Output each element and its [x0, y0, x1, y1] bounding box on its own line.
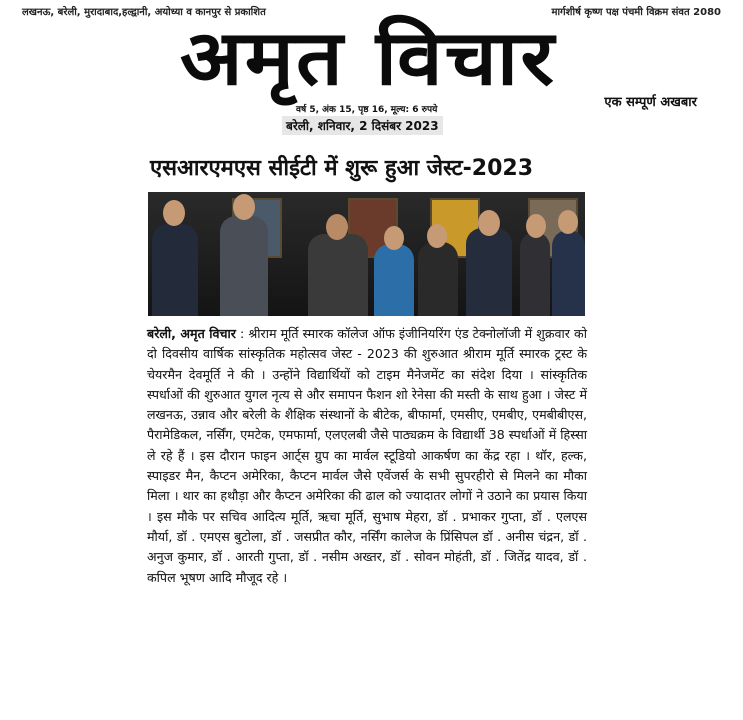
newspaper-masthead: अमृत विचार — [179, 13, 557, 102]
issue-meta: वर्ष 5, अंक 15, पृष्ठ 16, मूल्य: 6 रुपये — [296, 105, 438, 115]
calendar-line: मार्गशीर्ष कृष्ण पक्ष पंचमी विक्रम संवत 2080 — [551, 7, 721, 18]
article-text: : श्रीराम मूर्ति स्मारक कॉलेज ऑफ इंजीनियरिंग एंड टेक्नोलॉजी में शुक्रवार को दो दिवसीय वार्षिक सांस्कृतिक महोत्सव जेस्ट - 2023 की शुरुआत श्रीराम मूर्ति स्मारक ट्रस्ट के चेयरमैन देवमूर्ति ने की । उन्होंने विद्यार्थियों को टाइम मैनेजमेंट का संदेश दिया । सांस्कृतिक स्पर्धाओं की शुरुआत युगल नृत्य से और समापन फैशन शो रेनेसा की मस्ती के साथ हुआ । जेस्ट में लखनऊ, उन्नाव और बरेली के शैक्षिक संस्थानों के बीटेक, बीफार्मा, एमसीए, एमबीए, एमबीबीएस, पैरामेडिकल, नर्सिंग, एमटेक, एमफार्मा, एलएलबी जैसे पाठ्यक्रम के विद्यार्थी 38 स्पर्धाओं में हिस्सा ले रहे हैं । इस दौरान फाइन आर्ट्स ग्रुप का मार्वल स्टूडियो आकर्षण का केंद्र रहा । थॉर, हल्क, स्पाइडर मैन, कैप्टन अमेरिका, कैप्टन मार्वल जैसे एवेंजर्स के सभी सुपरहीरो से मिलने का मौका मिला । थार का हथौड़ा और कैप्टन अमेरिका की ढाल को ज्यादातर लोगों ने उठाने का प्रयास किया । इस मौके पर सचिव आदित्य मूर्ति, ऋचा मूर्ति, सुभाष मेहरा, डॉ . प्रभाकर गुप्ता, डॉ . एलएस मौर्या, डॉ . एमएस बुटोला, डॉ . जसप्रीत कौर, नर्सिंग कालेज के प्रिंसिपल डॉ . अनीस चंद्रन, डॉ . अनुज कुमार, डॉ . आरती गुप्ता, डॉ . नसीम अख्तर, डॉ . सोवन मोहंती, डॉ . जितेंद्र यादव, डॉ . कपिल भूषण आदि मौजूद रहे । — [147, 326, 587, 585]
article-body — [147, 324, 587, 588]
dateline: बरेली, शनिवार, 2 दिसंबर 2023 — [282, 116, 443, 135]
editions-line: लखनऊ, बरेली, मुरादाबाद,हल्द्वानी, अयोध्या व कानपुर से प्रकाशित — [22, 7, 266, 18]
article-photo — [148, 192, 585, 316]
masthead-tagline: एक सम्पूर्ण अखबार — [604, 95, 697, 110]
article-headline: एसआरएमएस सीईटी में शुरू हुआ जेस्ट-2023 — [150, 156, 534, 181]
article-byline: बरेली, अमृत विचार — [147, 326, 236, 341]
